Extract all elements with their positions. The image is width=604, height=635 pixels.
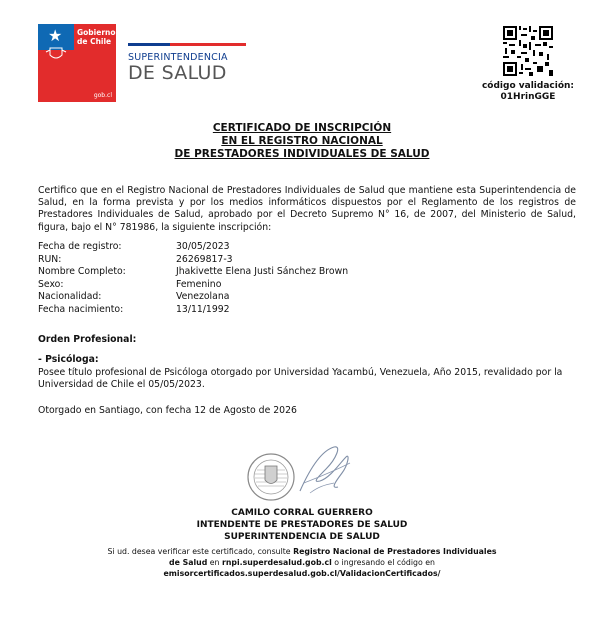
- sup-logo-line1: SUPERINTENDENCIA: [128, 52, 228, 63]
- field-label: Nombre Completo:: [38, 266, 126, 277]
- field-value: Venezolana: [176, 291, 230, 302]
- field-label: Nacionalidad:: [38, 291, 102, 302]
- superintendencia-logo: [128, 43, 248, 83]
- field-label: RUN:: [38, 253, 62, 265]
- field-value: 13/11/1992: [176, 303, 230, 315]
- profession-heading: - Psicóloga:: [38, 354, 99, 365]
- field-label: Sexo:: [38, 278, 64, 290]
- official-seal-icon: [246, 452, 296, 502]
- validation-label: código validación:: [481, 81, 575, 91]
- field-value: 30/05/2023: [176, 241, 230, 252]
- field-value: 26269817-3: [176, 253, 233, 265]
- signer-org: SUPERINTENDENCIA DE SALUD: [224, 532, 380, 542]
- verify-text-2: en: [207, 558, 222, 567]
- intro-paragraph: Certifico que en el Registro Nacional de Prestadores Individuales de Salud que mantiene esta Superintendencia de Salud, en la forma prevista y por los medios informáticos dispuestos por el Reglamento de los registros de Prestadores Individuales de Salud, aprobado por el Decreto Supremo N° 16, de 2007, del Ministerio de Salud, figura, bajo el N° 781986, la siguiente inscripción:: [38, 185, 576, 233]
- field-value: Femenino: [176, 278, 222, 290]
- coat-of-arms-icon: [44, 46, 68, 62]
- profession-text: Posee título profesional de Psicóloga otorgado por Universidad Yacambú, Venezuela, Año 2015, revalidado por la Universidad de Chile el 05/05/2023.: [38, 367, 563, 391]
- field-value: Jhakivette Elena Justi Sánchez Brown: [176, 266, 349, 277]
- title-line-2: EN EL REGISTRO NACIONAL: [221, 135, 383, 147]
- sup-logo-line2: DE SALUD: [128, 62, 227, 84]
- logo-color-bar: [128, 43, 246, 46]
- gobierno-de-chile-logo: [38, 24, 116, 102]
- field-label: Fecha nacimiento:: [38, 303, 124, 315]
- title-line-1: CERTIFICADO DE INSCRIPCIÓN: [212, 122, 392, 134]
- verify-text-1: Si ud. desea verificar este certificado, consulte: [107, 547, 294, 556]
- signer-role: INTENDENTE DE PRESTADORES DE SALUD: [196, 520, 408, 530]
- validation-url-link[interactable]: emisorcertificados.superdesalud.gob.cl/ValidacionCertificados/: [163, 569, 441, 578]
- certificate-title: [100, 122, 504, 161]
- field-label: Fecha de registro:: [38, 241, 122, 252]
- registry-url-link[interactable]: rnpi.superdesalud.gob.cl: [221, 558, 332, 567]
- registry-name: Registro Nacional de Prestadores Individuales de Salud: [169, 547, 497, 567]
- signature-icon: [290, 443, 356, 501]
- qr-code: [503, 26, 553, 76]
- verification-note: [104, 546, 500, 579]
- gob-logo-domain: gob.cl: [93, 92, 112, 99]
- star-icon: ★: [48, 26, 63, 45]
- signer-block: [150, 507, 454, 543]
- issue-date-text: Otorgado en Santiago, con fecha 12 de Agosto de 2026: [38, 405, 297, 416]
- validation-code: 01HrinGGE: [500, 92, 556, 102]
- verify-text-3: o ingresando el código en: [331, 558, 435, 567]
- validation-code-block: [478, 81, 578, 103]
- orden-profesional-heading: Orden Profesional:: [38, 334, 137, 345]
- gob-logo-text: Gobierno de Chile: [77, 28, 116, 46]
- title-line-3: DE PRESTADORES INDIVIDUALES DE SALUD: [174, 148, 430, 160]
- signer-name: CAMILO CORRAL GUERRERO: [231, 508, 373, 518]
